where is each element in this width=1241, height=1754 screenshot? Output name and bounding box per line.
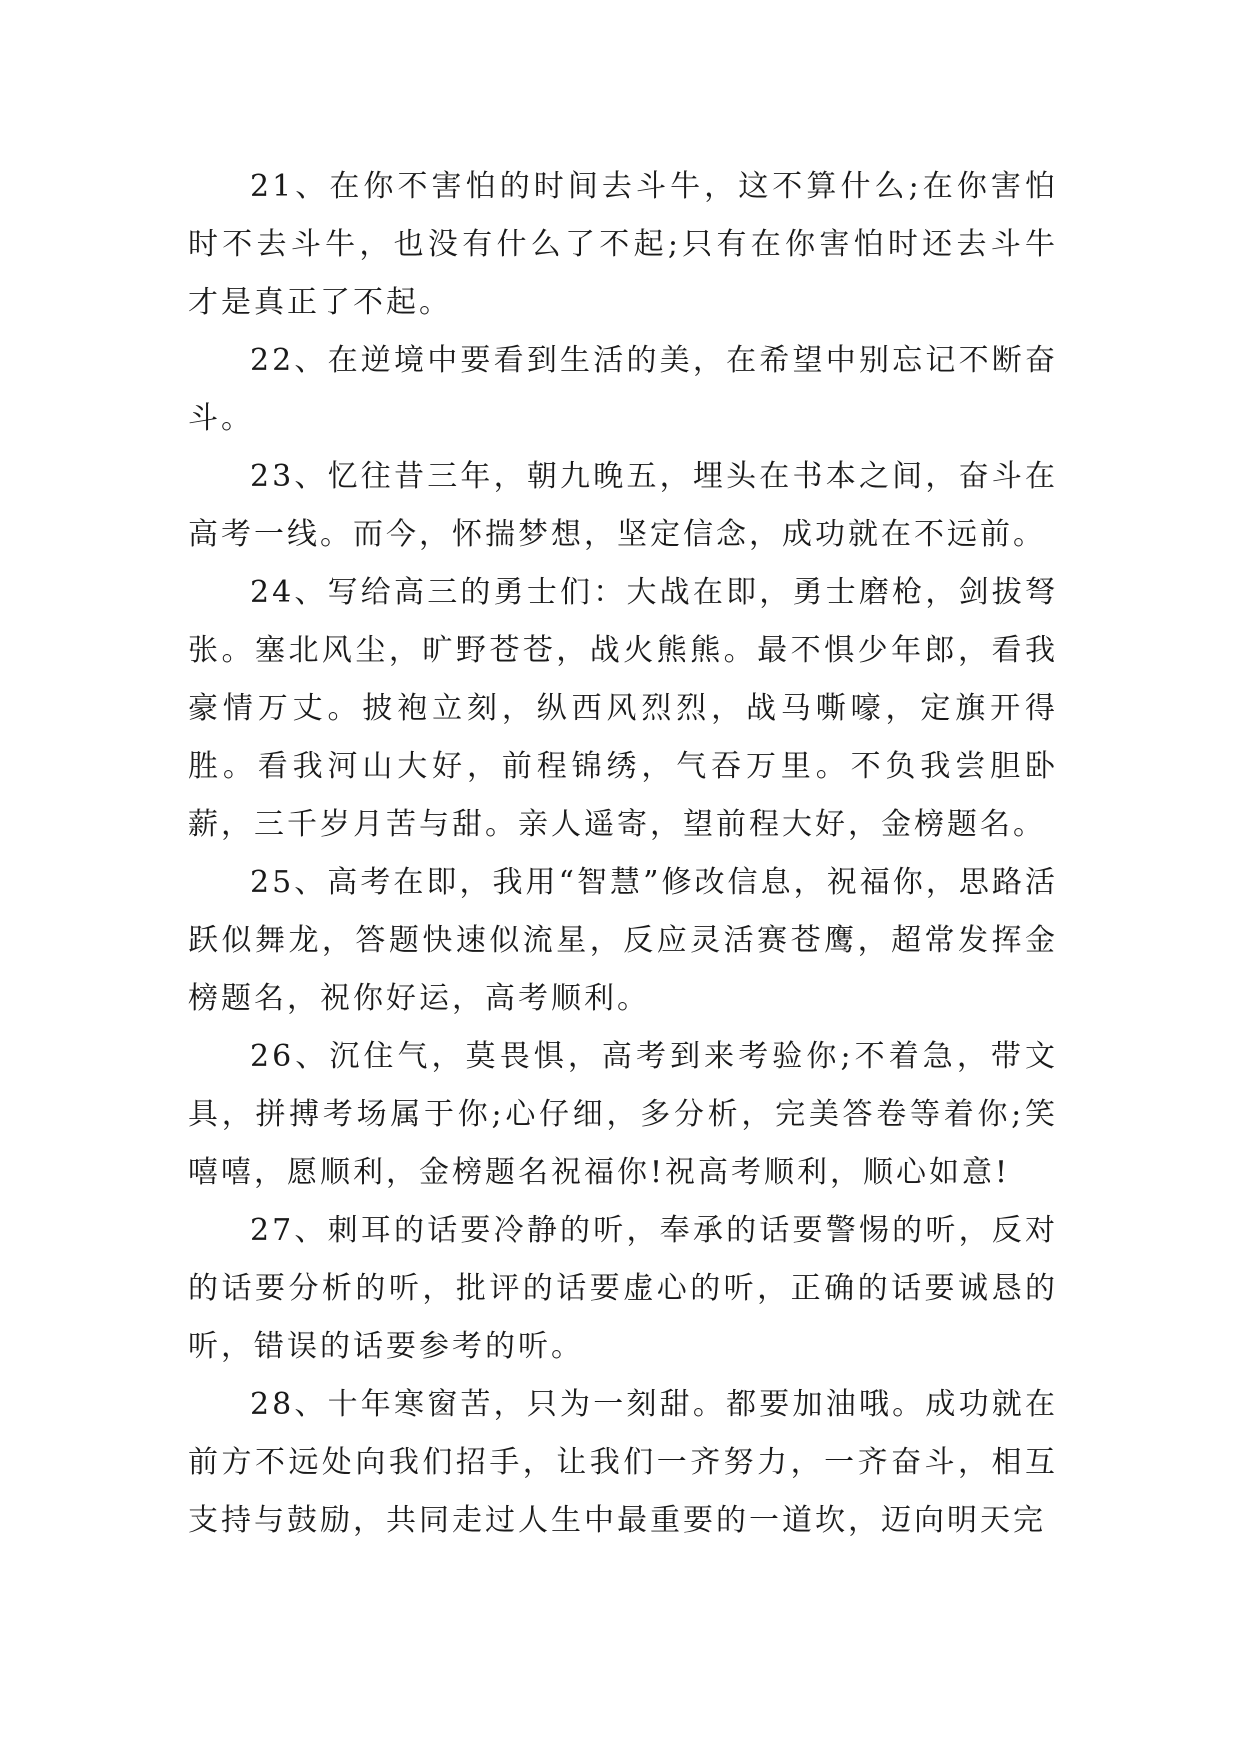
paragraph-26: 26、沉住气，莫畏惧，高考到来考验你;不着急，带文具，拼搏考场属于你;心仔细，多分析，完美答卷等着你;笑嘻嘻，愿顺利，金榜题名祝福你!祝高考顺利，顺心如意!	[188, 1039, 1058, 1190]
paragraph-25: 25、高考在即，我用“智慧”修改信息，祝福你，思路活跃似舞龙，答题快速似流星，反应灵活赛苍鹰，超常发挥金榜题名，祝你好运，高考顺利。	[188, 865, 1058, 1016]
paragraph-23: 23、忆往昔三年，朝九晚五，埋头在书本之间，奋斗在高考一线。而今，怀揣梦想，坚定信念，成功就在不远前。	[188, 459, 1058, 552]
paragraph-21: 21、在你不害怕的时间去斗牛，这不算什么;在你害怕时不去斗牛，也没有什么了不起;只有在你害怕时还去斗牛才是真正了不起。	[188, 169, 1058, 320]
paragraph-22: 22、在逆境中要看到生活的美，在希望中别忘记不断奋斗。	[188, 343, 1058, 436]
paragraph-27: 27、刺耳的话要冷静的听，奉承的话要警惕的听，反对的话要分析的听，批评的话要虚心的听，正确的话要诚恳的听，错误的话要参考的听。	[188, 1213, 1058, 1364]
paragraph-24: 24、写给高三的勇士们：大战在即，勇士磨枪，剑拔弩张。塞北风尘，旷野苍苍，战火熊熊。最不惧少年郎，看我豪情万丈。披袍立刻，纵西风烈烈，战马嘶嚎，定旗开得胜。看我河山大好，前程锦绣，气吞万里。不负我尝胆卧薪，三千岁月苦与甜。亲人遥寄，望前程大好，金榜题名。	[188, 575, 1058, 842]
paragraph-28: 28、十年寒窗苦，只为一刻甜。都要加油哦。成功就在前方不远处向我们招手，让我们一齐努力，一齐奋斗，相互支持与鼓励，共同走过人生中最重要的一道坎，迈向明天完	[188, 1387, 1058, 1538]
document-body	[188, 158, 1058, 1550]
